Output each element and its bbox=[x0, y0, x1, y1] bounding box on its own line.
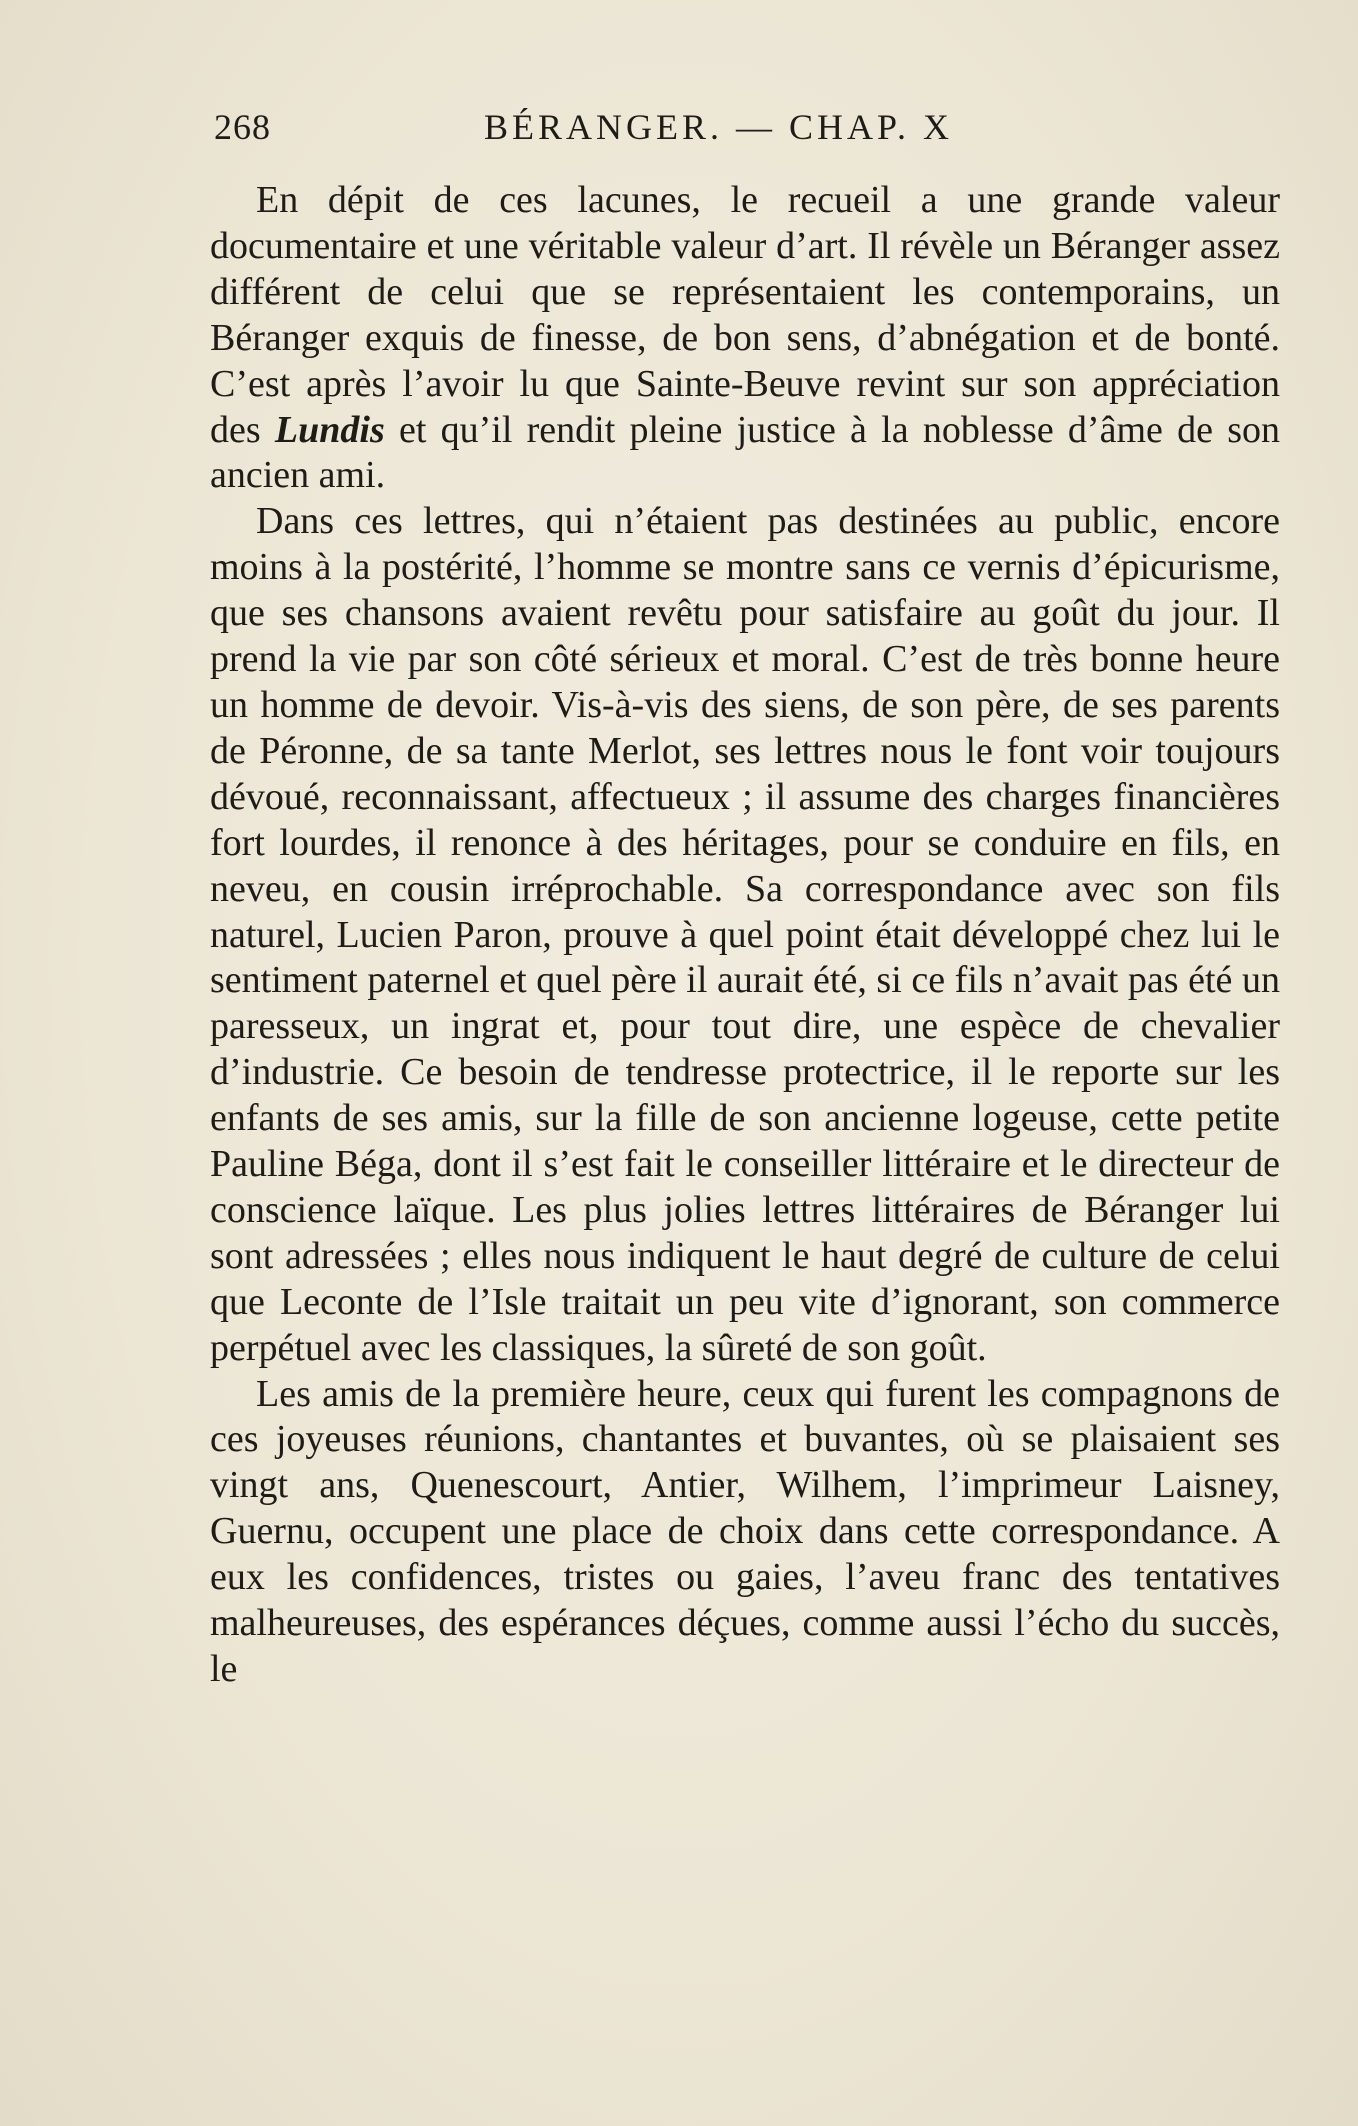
paragraph-1-after: et qu’il rendit pleine justice à la noblesse d’âme de son ancien ami. bbox=[210, 408, 1281, 497]
paragraph-2: Dans ces lettres, qui n’étaient pas destinées au public, encore moins à la postérité, l’homme se montre sans ce vernis d’épicurisme, que ses chansons avaient revêtu pour satisfaire au goût du jour. Il prend la vie par son côté sérieux et moral. C’est de très bonne heure un homme de devoir. Vis-à-vis des siens, de son père, de ses parents de Péronne, de sa tante Merlot, ses lettres nous le font voir toujours dévoué, reconnaissant, affectueux ; il assume des charges financières fort lourdes, il renonce à des héritages, pour se conduire en fils, en neveu, en cousin irréprochable. Sa correspondance avec son fils naturel, Lucien Paron, prouve à quel point était développé chez lui le sentiment paternel et quel père il aurait été, si ce fils n’avait pas été un paresseux, un ingrat et, pour tout dire, une espèce de chevalier d’industrie. Ce besoin de tendresse protectrice, il le reporte sur les enfants de ses amis, sur la fille de son ancienne logeuse, cette petite Pauline Béga, dont il s’est fait le conseiller littéraire et le directeur de conscience laïque. Les plus jolies lettres littéraires de Béranger lui sont adressées ; elles nous indiquent le haut degré de culture de celui que Leconte de l’Isle traitait un peu vite d’ignorant, son commerce perpétuel avec les classiques, la sûreté de son goût. bbox=[210, 500, 1280, 1369]
running-head: BÉRANGER. — CHAP. X bbox=[484, 107, 954, 147]
page-number: 268 bbox=[214, 107, 271, 147]
paragraph-3: Les amis de la première heure, ceux qui furent les compagnons de ces joyeuses réunions, chantantes et buvantes, où se plaisaient ses vingt ans, Quenescourt, Antier, Wilhem, l’imprimeur Laisney, Guernu, occupent une place de choix dans cette correspondance. A eux les confidences, tristes ou gaies, l’aveu franc des tentatives malheureuses, des espérances déçues, comme aussi l’écho du succès, le bbox=[210, 1372, 1280, 1690]
body-text bbox=[210, 178, 1280, 1693]
page-header bbox=[214, 106, 1280, 150]
italic-title-lundis: Lundis bbox=[274, 408, 385, 451]
paragraph-1 bbox=[210, 178, 1280, 499]
paragraph-1-before: En dépit de ces lacunes, le recueil a une grande valeur documentaire et une véritable valeur d’art. Il révèle un Béranger assez différent de celui que se représentaient les contemporains, un Béranger exquis de finesse, de bon sens, d’abnégation et de bonté. C’est après l’avoir lu que Sainte-Beuve revint sur son appréciation des bbox=[210, 179, 1280, 451]
